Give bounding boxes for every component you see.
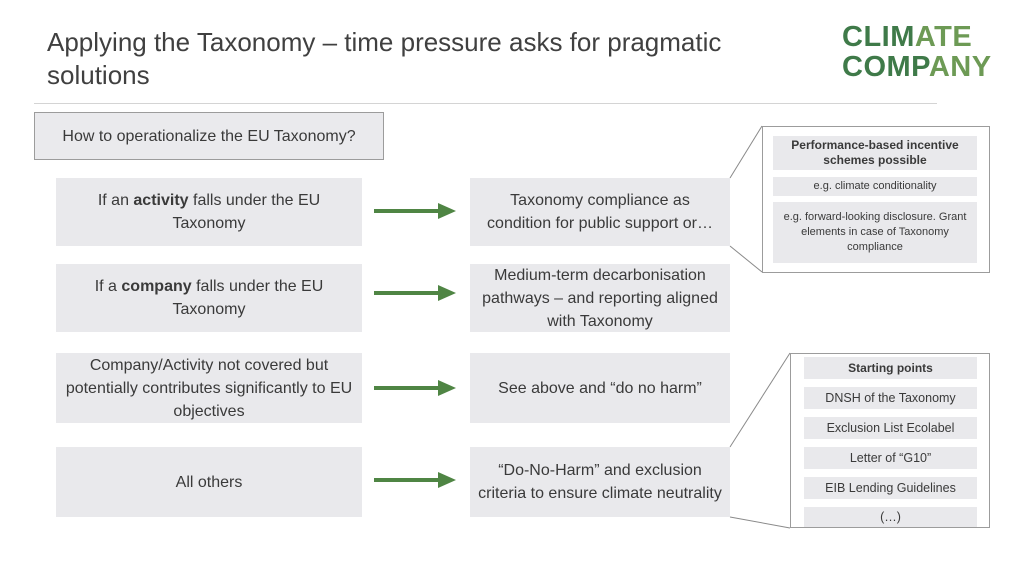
question-box: How to operationalize the EU Taxonomy? (34, 112, 384, 160)
starting-point-item: Letter of “G10” (804, 447, 977, 469)
emphasis-text: company (121, 278, 192, 295)
logo-line-1 (842, 22, 972, 52)
right-arrow-icon (374, 379, 456, 397)
logo-line-2 (842, 52, 992, 82)
outcome-box-not-covered: See above and “do no harm” (470, 353, 730, 423)
logo-text: CLIM (842, 21, 915, 53)
outcome-box-company: Medium-term decarbonisation pathways – and reporting aligned with Taxonomy (470, 264, 730, 332)
title-divider (34, 103, 937, 104)
right-arrow-icon (374, 202, 456, 220)
starting-points-header: Starting points (804, 357, 977, 379)
starting-point-item: Exclusion List Ecolabel (804, 417, 977, 439)
outcome-box-activity: Taxonomy compliance as condition for public support or… (470, 178, 730, 246)
incentive-item: e.g. forward-looking disclosure. Grant elements in case of Taxonomy compliance (773, 202, 977, 263)
page-title: Applying the Taxonomy – time pressure asks for pragmatic solutions (47, 27, 722, 90)
emphasis-text: activity (133, 192, 189, 209)
incentives-header: Performance-based incentive schemes possible (773, 136, 977, 170)
starting-point-item: DNSH of the Taxonomy (804, 387, 977, 409)
right-arrow-icon (374, 284, 456, 302)
outcome-box-all-others: “Do-No-Harm” and exclusion criteria to ensure climate neutrality (470, 447, 730, 517)
starting-point-item: EIB Lending Guidelines (804, 477, 977, 499)
condition-box-not-covered: Company/Activity not covered but potentially contributes significantly to EU objectives (56, 353, 362, 423)
condition-box-activity (56, 178, 362, 246)
condition-text: If an activity falls under the EU Taxonomy (97, 192, 321, 232)
condition-text: If a company falls under the EU Taxonomy (94, 278, 324, 318)
climate-company-logo (842, 20, 1002, 82)
right-arrow-icon (374, 471, 456, 489)
incentive-item: e.g. climate conditionality (773, 177, 977, 196)
logo-text: COMP (842, 51, 929, 83)
condition-box-company (56, 264, 362, 332)
condition-box-all-others: All others (56, 447, 362, 517)
logo-text: ATE (914, 21, 973, 53)
starting-points-panel (790, 353, 990, 528)
starting-point-item: (…) (804, 507, 977, 527)
logo-text: ANY (928, 51, 992, 83)
